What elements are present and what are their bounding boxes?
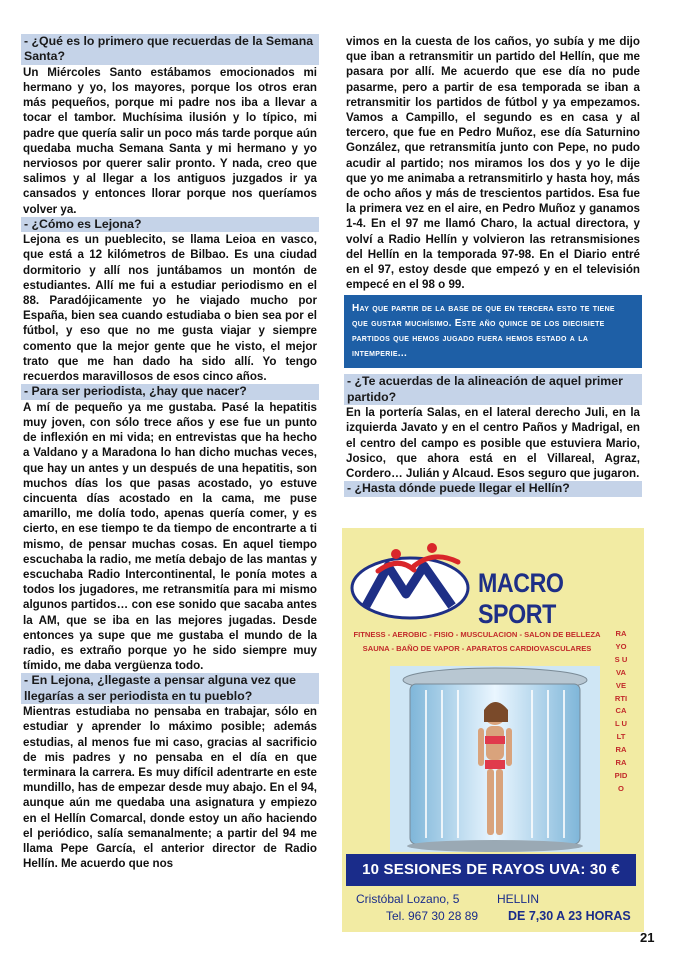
ad-services-line: SAUNA - BAÑO DE VAPOR - APARATOS CARDIOVASCULARES: [362, 644, 592, 653]
interview-answer: Un Miércoles Santo estábamos emocionados mi hermano y yo, los mayores, porque los otros eran más pequeños, porque mi padre nos iba a llevar a tocar el tambor. Muchísima ilusión y lo típico, mi padre que quería salir un poco más tarde porque aún quedaba mucha Semana Santa y mi hermano y yo nerviosos por querer salir pronto. Y nada, creo que salimos y al llegar a los antiguos juzgados ir ya cansados y entonces llorar porque nos queríamos volver ya.: [23, 65, 317, 216]
interview-question: - Para ser periodista, ¿hay que nacer?: [21, 384, 319, 399]
pull-quote: Hay que partir de la base de que en tercera esto te tiene que gustar muchísimo. Este año quince de los diecisiete partidos que hemos jugado fuera hemos estado a la intemperie...: [344, 295, 642, 368]
interview-question: - ¿Te acuerdas de la alineación de aquel primer partido?: [344, 374, 642, 405]
ad-phone: Tel. 967 30 28 89: [386, 909, 479, 923]
tanning-booth-photo: [390, 666, 600, 852]
article-right-column: [344, 34, 642, 497]
interview-question: - ¿Cómo es Lejona?: [21, 217, 319, 232]
page-number: 21: [640, 930, 655, 945]
ad-services-line: FITNESS - AEROBIC - FISIO - MUSCULACION - SALON DE BELLEZA: [353, 630, 601, 639]
interview-question: - En Lejona, ¿llegaste a pensar alguna vez que llegarías a ser periodista en tu pueblo?: [21, 673, 319, 704]
article-left-column: [21, 34, 319, 871]
interview-answer: Mientras estudiaba no pensaba en trabajar, sólo en estudiar y aprender lo máximo posible; además estudias, al menos fue mi caso, gracias al sacrificio de mis padres y no pensaba en el día en que terminara la carrera. Es muy difícil adentrarte en este mundillo, has de empezar desde muy abajo. En el 94, aunque aún me quedaba una asignatura y empiezo en el Hellín Comarcal, donde estoy un año haciendo el periódico, salía semanalmente; a partir del 94 me llama Pepe García, el anterior director de Radio Hellín. Me acuerdo que nos: [23, 705, 317, 871]
macro-sport-advertisement: [342, 528, 644, 932]
interview-answer: A mí de pequeño ya me gustaba. Pasé la hepatitis muy joven, con sólo trece años y ese fue un punto de inflexión en mi vida; en entrevistas que ha hecho a Valdano y a Maradona lo han dicho muchas veces, que hay un antes y un después de una hepatitis, son muchos días los que pasas acostado, yo estuve cincuenta días acostado en la cama, me puse amarillo, me dolía todo, apenas quería comer, y es cierto, en ese tiempo te da tiempo de encontrarte a ti mismo, de pensar muchas cosas. En aquel tiempo escuchaba la radio, me metía debajo de las mantas y escuchaba Radio Intercontinental, le ponía motes a todos los jugadores, me retransmitía para mi mismo algunos partidos… con ese sonido que sacaba antes la AM, que se iba en las mejores jugadas. Desde entonces ya supe que me gustaba el mundo de la radio, es extraño porque yo he sido siempre muy tímido, me daba vergüenza todo.: [23, 400, 317, 673]
ad-brand-name: MACRO SPORT: [478, 568, 564, 629]
ad-vertical-text: RAYOS UVA VERTICAL ULTRARAPIDO: [614, 629, 628, 793]
ad-city: HELLIN: [497, 892, 540, 906]
ad-address: Cristóbal Lozano, 5: [356, 892, 460, 906]
macro-sport-logo-icon: [348, 536, 478, 626]
ad-offer-banner: 10 SESIONES DE RAYOS UVA: 30 €: [346, 854, 636, 886]
interview-question: - ¿Qué es lo primero que recuerdas de la Semana Santa?: [21, 34, 319, 65]
ad-hours: DE 7,30 A 23 HORAS: [508, 909, 631, 923]
interview-answer: vimos en la cuesta de los caños, yo subía y me dijo que iban a retransmitir un partido del Hellín, que me pasara por allí. Me acuerdo que ese día no pude pasarme, pero a partir de esa temporada se iban a retransmitir los partidos de fútbol y ya empezamos. Vamos a Campillo, el segundo es en casa y al tercero, que fue en Pedro Muñoz, ese día Saturnino González, que retransmitía junto con Pepe, no pudo acudir al partido; nos miramos los dos y yo le dije que yo me animaba a retransmitirlo y hasta hoy, más de ocho años y más de trescientos partidos. Esa fue la primera vez en el aire, en Pedro Muñoz y ganamos 1-4. En el 97 me llamó Charo, la actual directora, y volví a Radio Hellín y volvieron las retransmisiones del Hellín en la temporada 97-98. En el Diario entré en el 97, estoy desde que empezó y en el televisión empecé en el 98 o 99.: [346, 35, 640, 292]
interview-answer: Lejona es un pueblecito, se llama Leioa en vasco, que está a 12 kilómetros de Bilbao. Es una ciudad dormitorio y allí nos juntábamos un montón de estudiantes. Allí me fui a estudiar periodismo en el 88. Paradójicamente yo he viajado mucho por España, bien sea cuando estudiaba o bien sea por el fútbol, y eso que no me gusta viajar y siempre comento que la mejor gente que he visto, el mejor trato que me han dado ha sido allí. Yo tengo recuerdos maravillosos de esos cinco años.: [23, 233, 317, 384]
interview-question: - ¿Hasta dónde puede llegar el Hellín?: [344, 481, 642, 496]
interview-answer: En la portería Salas, en el lateral derecho Juli, en la izquierda Javato y en el centro Paños y Madrigal, en el centro del campo es posible que estuviera Mario, Josico, que ahora está en el Villareal, Agraz, Cordero… Julián y Alcaud. Esos seguro que jugaron.: [346, 406, 640, 481]
